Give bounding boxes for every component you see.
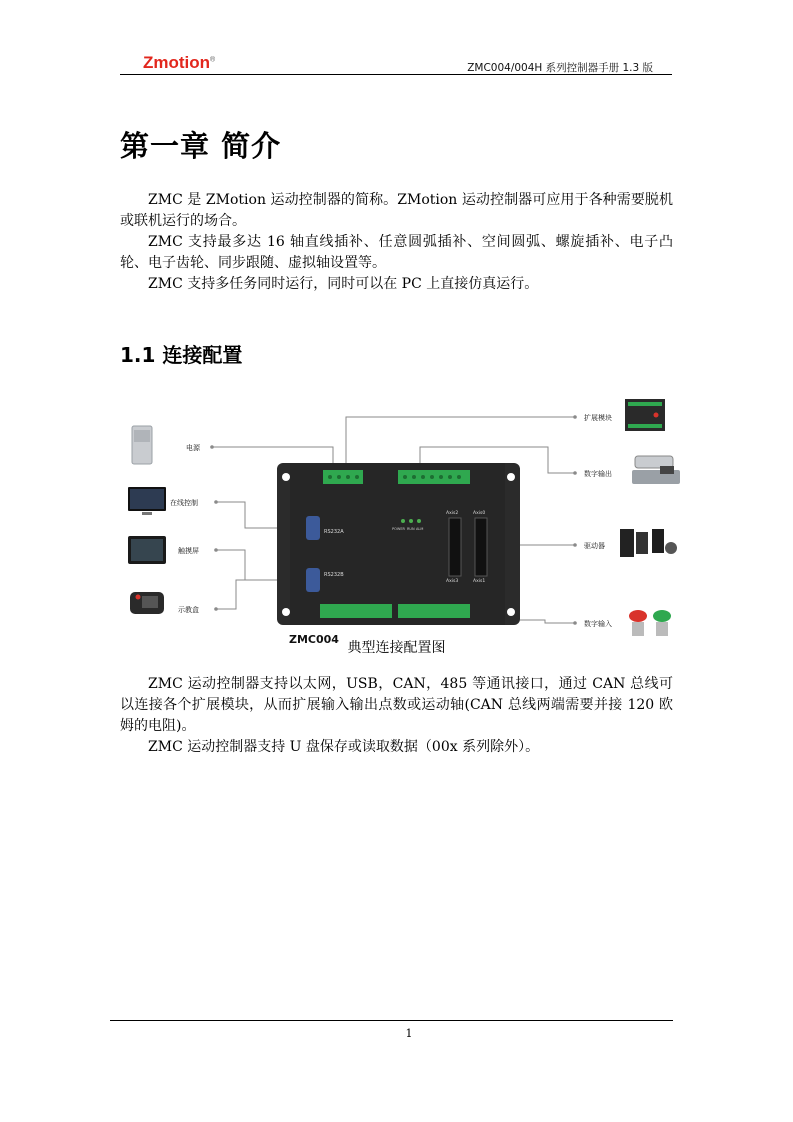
label-teach-pendant: 示教盒 (178, 606, 199, 614)
controller-body (277, 463, 520, 625)
axis1-label: Axis1 (473, 579, 486, 584)
footer-divider (110, 1020, 673, 1021)
registered-mark: ® (210, 56, 216, 64)
axis3-label: Axis3 (446, 579, 459, 584)
chapter-title: 第一章 简介 (120, 129, 282, 163)
teach-pendant-image (130, 592, 164, 614)
body-paragraph: ZMC 运动控制器支持以太网，USB，CAN，485 等通讯接口，通过 CAN 总线可以连接各个扩展模块，从而扩展输入输出点数或运动轴(CAN 总线两端需要并接 120 欧姆的电阻)。 (120, 676, 673, 734)
solenoid-valve-image (632, 456, 680, 484)
body-text (120, 674, 673, 758)
label-digital-output: 数字输出 (584, 470, 612, 478)
label-touch-screen: 触摸屏 (178, 547, 199, 555)
expansion-module-image (625, 399, 665, 431)
intro-text (120, 190, 673, 295)
label-power: 电源 (186, 444, 200, 452)
figure-caption: 典型连接配置图 (347, 640, 446, 656)
header-divider (120, 74, 672, 75)
logo-text: Zmotion (143, 53, 211, 72)
header-doc-title: ZMC004/004H 系列控制器手册 1.3 版 (467, 62, 653, 74)
label-driver: 驱动器 (584, 542, 605, 550)
axis0-label: Axis0 (473, 511, 486, 516)
page-number: 1 (405, 1027, 413, 1040)
intro-paragraph: ZMC 支持多任务同时运行，同时可以在 PC 上直接仿真运行。 (148, 276, 539, 292)
company-logo (143, 53, 215, 73)
model-label: ZMC004 (289, 633, 339, 646)
axis2-label: Axis2 (446, 511, 459, 516)
power-supply-image (132, 426, 152, 464)
led-alm-label: ALM (416, 527, 424, 531)
label-expansion-module: 扩展模块 (584, 414, 612, 422)
computer-image (128, 487, 166, 515)
led-power-label: POWER (392, 527, 405, 531)
port-rs232a: RS232A (324, 529, 344, 535)
section-title: 1.1 连接配置 (120, 343, 243, 367)
touch-screen-image (128, 536, 166, 564)
servo-driver-image (620, 529, 677, 557)
connection-diagram (120, 380, 680, 660)
intro-paragraph: ZMC 支持最多达 16 轴直线插补、任意圆弧插补、空间圆弧、螺旋插补、电子凸轮、电子齿轮、同步跟随、虚拟轴设置等。 (120, 234, 673, 271)
body-paragraph: ZMC 运动控制器支持 U 盘保存或读取数据（00x 系列除外）。 (148, 739, 540, 755)
label-digital-input: 数字输入 (584, 620, 612, 628)
intro-paragraph: ZMC 是 ZMotion 运动控制器的简称。ZMotion 运动控制器可应用于各种需要脱机或联机运行的场合。 (120, 192, 673, 229)
label-online-control: 在线控制 (170, 499, 198, 507)
push-button-image (629, 610, 671, 636)
led-run-label: RUN (407, 527, 415, 531)
port-rs232b: RS232B (324, 572, 344, 578)
